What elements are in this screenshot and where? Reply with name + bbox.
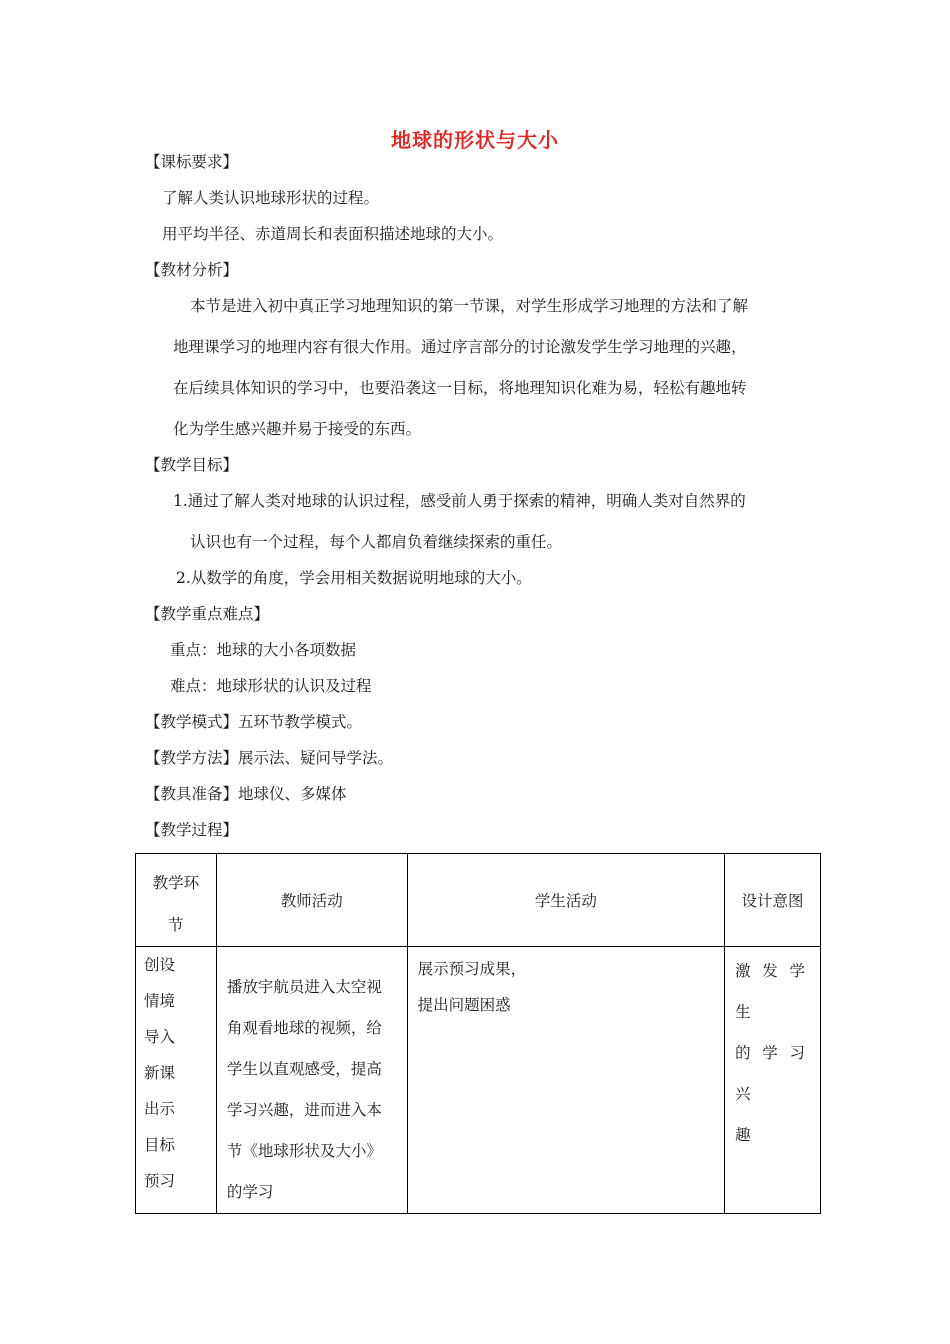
method-line: 【教学方法】展示法、疑问导学法。	[145, 749, 394, 767]
header-student: 学生活动	[407, 854, 724, 947]
keypoints-heading: 【教学重点难点】	[145, 605, 270, 623]
teacher-activity-cell	[216, 947, 407, 1214]
analysis-line-3: 在后续具体知识的学习中，也要沿袭这一目标，将地理知识化难为易，轻松有趣地转	[173, 379, 747, 397]
intent-line: 激发学生	[735, 962, 810, 1021]
stage-line: 情境	[144, 992, 176, 1010]
keypoint-line-2: 难点：地球形状的认识及过程	[170, 677, 372, 695]
student-line: 提出问题困惑	[417, 996, 511, 1014]
goals-heading: 【教学目标】	[145, 456, 239, 474]
goals-line-2: 认识也有一个过程，每个人都肩负着继续探索的重任。	[190, 533, 563, 551]
analysis-line-4: 化为学生感兴趣并易于接受的东西。	[173, 420, 422, 438]
stage-line: 导入	[144, 1028, 176, 1046]
intent-line: 趣	[735, 1126, 756, 1144]
student-line: 展示预习成果，	[417, 960, 527, 978]
design-intent-cell	[725, 947, 821, 1214]
stage-cell	[136, 947, 217, 1214]
header-stage-line-1: 教学环	[152, 874, 200, 892]
document-title: 地球的形状与大小	[391, 128, 559, 152]
stage-line: 目标	[144, 1136, 176, 1154]
analysis-line-1: 本节是进入初中真正学习地理知识的第一节课，对学生形成学习地理的方法和了解	[190, 297, 749, 315]
tools-line: 【教具准备】地球仪、多媒体	[145, 785, 347, 803]
table-header-row	[136, 854, 821, 947]
teacher-line: 角观看地球的视频，给	[226, 1019, 382, 1037]
header-stage-line-2: 节	[168, 916, 184, 934]
header-intent: 设计意图	[725, 854, 821, 947]
mode-line: 【教学模式】五环节教学模式。	[145, 713, 363, 731]
student-activity-cell	[407, 947, 724, 1214]
keypoint-line-1: 重点：地球的大小各项数据	[170, 641, 357, 659]
teaching-process-table	[135, 853, 821, 1214]
goals-line-1: 1.通过了解人类对地球的认识过程，感受前人勇于探索的精神，明确人类对自然界的	[173, 492, 746, 510]
process-heading: 【教学过程】	[145, 821, 239, 839]
header-stage	[136, 854, 217, 947]
intent-line: 的学习兴	[735, 1044, 810, 1103]
teacher-line: 学生以直观感受，提高	[226, 1060, 382, 1078]
goals-line-3: 2.从数学的角度，学会用相关数据说明地球的大小。	[176, 569, 532, 587]
header-teacher: 教师活动	[216, 854, 407, 947]
stage-line: 创设	[144, 956, 176, 974]
stage-line: 出示	[144, 1100, 176, 1118]
curriculum-line-1: 了解人类认识地球形状的过程。	[162, 189, 380, 207]
analysis-line-2: 地理课学习的地理内容有很大作用。通过序言部分的讨论激发学生学习地理的兴趣，	[173, 338, 747, 356]
stage-line: 新课	[144, 1064, 176, 1082]
analysis-heading: 【教材分析】	[145, 261, 239, 279]
teacher-line: 节《地球形状及大小》	[226, 1142, 382, 1160]
teacher-line: 学习兴趣，进而进入本	[226, 1101, 382, 1119]
curriculum-heading: 【课标要求】	[145, 153, 239, 171]
table-row	[136, 947, 821, 1214]
stage-line: 预习	[144, 1172, 176, 1190]
curriculum-line-2: 用平均半径、赤道周长和表面积描述地球的大小。	[162, 225, 504, 243]
teacher-line: 的学习	[226, 1183, 274, 1201]
teacher-line: 播放宇航员进入太空视	[226, 978, 382, 996]
